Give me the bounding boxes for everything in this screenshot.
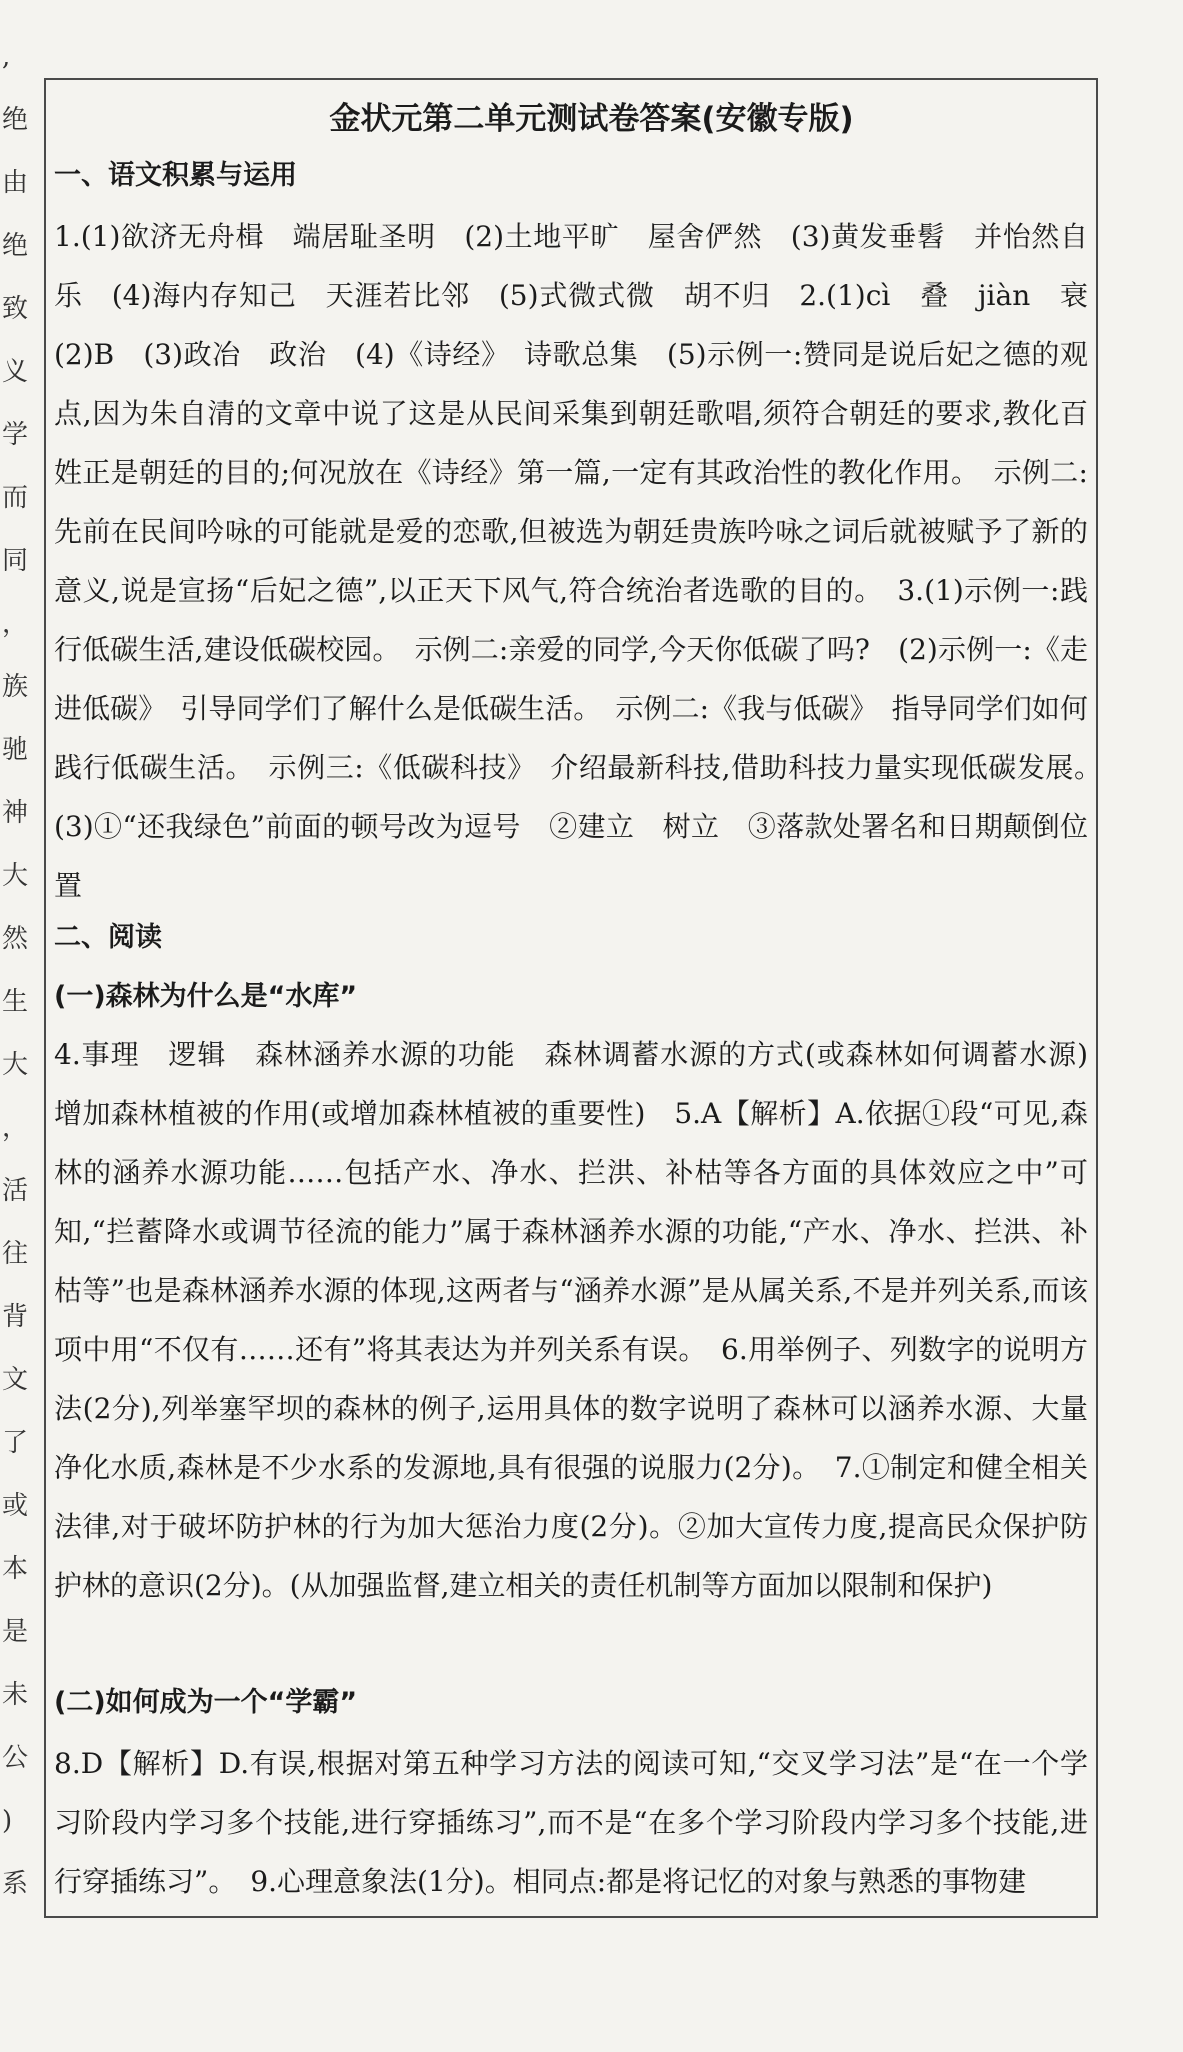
margin-glyph: 神 xyxy=(2,798,28,828)
margin-glyph: ， xyxy=(2,609,28,639)
margin-glyph: 由 xyxy=(2,168,28,198)
margin-glyph: 致 xyxy=(2,294,28,324)
margin-glyph: 大 xyxy=(2,1050,28,1080)
answer-paragraph-3 xyxy=(54,1734,1088,1911)
margin-glyph: 义 xyxy=(2,357,28,387)
subsection-heading-2: (二)如何成为一个“学霸” xyxy=(54,1687,358,1718)
margin-glyph: 或 xyxy=(2,1491,28,1521)
answer-text: 8.D【解析】D.有误,根据对第五种学习方法的阅读可知,“交叉学习法”是“在一个学习阶段内学习多个技能,进行穿插练习”,而不是“在多个学习阶段内学习多个技能,进行穿插练习”。 9.心理意象法(1分)。相同点:都是将记忆的对象与熟悉的事物建 xyxy=(54,1747,1088,1898)
margin-glyph: 了 xyxy=(2,1428,28,1458)
section-heading-1: 一、语文积累与运用 xyxy=(54,160,297,191)
margin-glyph: 文 xyxy=(2,1365,28,1395)
margin-glyph: 大 xyxy=(2,861,28,891)
margin-glyph: 同 xyxy=(2,546,28,576)
margin-glyph: 是 xyxy=(2,1617,28,1647)
margin-glyph: , xyxy=(2,42,11,72)
margin-glyph: 公 xyxy=(2,1743,28,1773)
margin-glyph: 绝 xyxy=(2,105,28,135)
answer-paragraph-2 xyxy=(54,1025,1117,1615)
answer-text: 1.(1)欲济无舟楫 端居耻圣明 (2)土地平旷 屋舍俨然 (3)黄发垂髫 并怡然自乐 (4)海内存知己 天涯若比邻 (5)式微式微 胡不归 2.(1)cì 叠 jiàn 衰 (2)B (3)政冶 政治 (4)《诗经》 诗歌总集 (5)示例一:赞同是说后妃之德的观点,因为朱自清的文章中说了这是从民间采集到朝廷歌唱,须符合朝廷的要求,教化百姓正是朝廷的目的;何况放在《诗经》第一篇,一定有其政治性的教化作用。 示例二:先前在民间吟咏的可能就是爱的恋歌,但被选为朝廷贵族吟咏之词后就被赋予了新的意义,说是宣扬“后妃之德”,以正天下风气,符合统治者选歌的目的。 3.(1)示例一:践行低碳生活,建设低碳校园。 示例二:亲爱的同学,今天你低碳了吗? (2)示例一:《走进低碳》 引导同学们了解什么是低碳生活。 示例二:《我与低碳》 指导同学们如何践行低碳生活。 示例三:《低碳科技》 介绍最新科技,借助科技力量实现低碳发展。 (3)①“还我绿色”前面的顿号改为逗号 ②建立 树立 ③落款处署名和日期颠倒位置 xyxy=(54,220,1117,902)
margin-glyph: 驰 xyxy=(2,735,28,765)
margin-glyph: 本 xyxy=(2,1554,28,1584)
margin-glyph: 活 xyxy=(2,1176,28,1206)
margin-glyph: 往 xyxy=(2,1239,28,1269)
page-title: 金状元第二单元测试卷答案(安徽专版) xyxy=(329,101,854,137)
left-margin-strip xyxy=(0,0,30,2052)
subsection-heading-1: (一)森林为什么是“水库” xyxy=(54,981,358,1012)
margin-glyph: ) xyxy=(2,1806,13,1836)
margin-glyph: 而 xyxy=(2,483,28,513)
section-heading-2: 二、阅读 xyxy=(54,922,162,953)
margin-glyph: 生 xyxy=(2,987,28,1017)
margin-glyph: 学 xyxy=(2,420,28,450)
margin-glyph: 然 xyxy=(2,924,28,954)
margin-glyph: 背 xyxy=(2,1302,28,1332)
margin-glyph: 绝 xyxy=(2,231,28,261)
margin-glyph: 系 xyxy=(2,1869,28,1899)
answer-text: 4.事理 逻辑 森林涵养水源的功能 森林调蓄水源的方式(或森林如何调蓄水源) 增加森林植被的作用(或增加森林植被的重要性) 5.A【解析】A.依据①段“可见,森林的涵养水源功能……包括产水、净水、拦洪、补枯等各方面的具体效应之中”可知,“拦蓄降水或调节径流的能力”属于森林涵养水源的功能,“产水、净水、拦洪、补枯等”也是森林涵养水源的体现,这两者与“涵养水源”是从属关系,不是并列关系,而该项中用“不仅有……还有”将其表达为并列关系有误。 6.用举例子、列数字的说明方法(2分),列举塞罕坝的森林的例子,运用具体的数字说明了森林可以涵养水源、大量净化水质,森林是不少水系的发源地,具有很强的说服力(2分)。 7.①制定和健全相关法律,对于破坏防护林的行为加大惩治力度(2分)。②加大宣传力度,提高民众保护防护林的意识(2分)。(从加强监督,建立相关的责任机制等方面加以限制和保护) xyxy=(54,1038,1117,1602)
margin-glyph: 未 xyxy=(2,1680,28,1710)
margin-glyph: 族 xyxy=(2,672,28,702)
margin-glyph: ， xyxy=(2,1113,28,1143)
answer-paragraph-1 xyxy=(54,207,1117,915)
